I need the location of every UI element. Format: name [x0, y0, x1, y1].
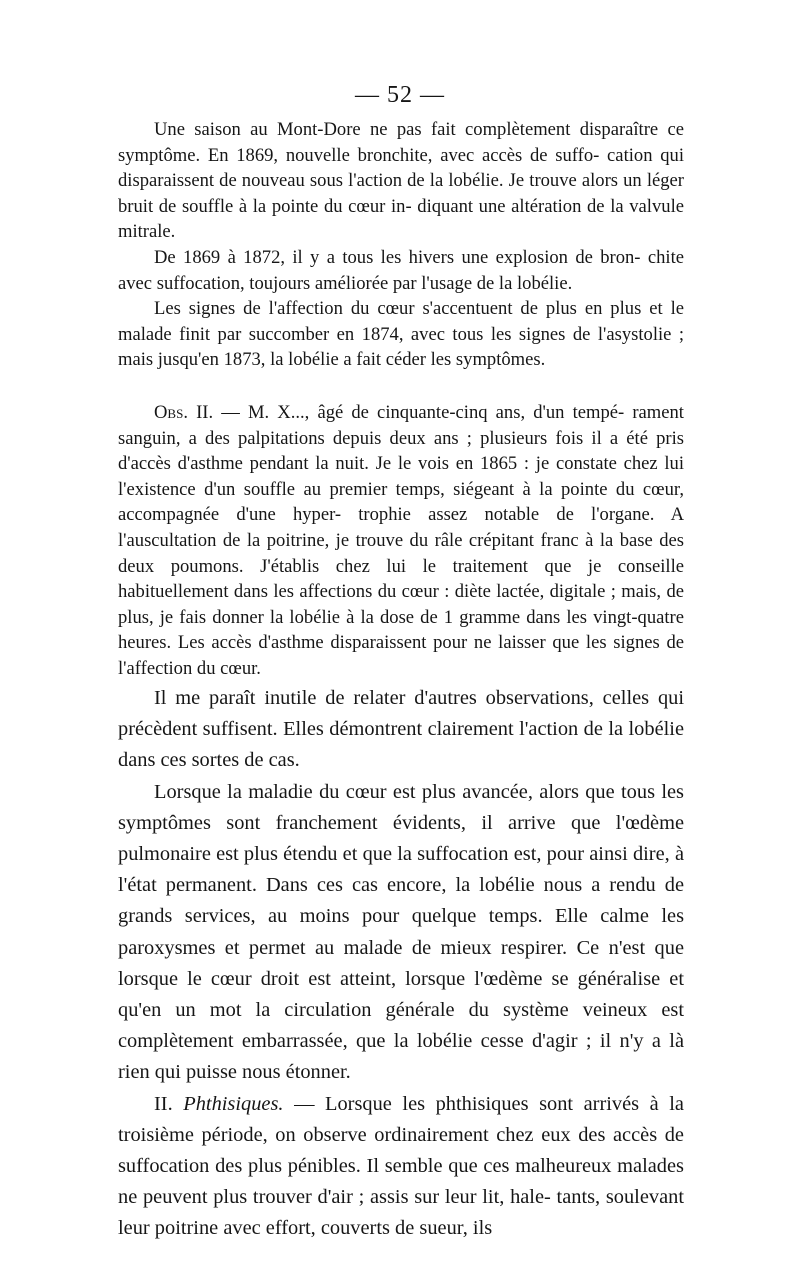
observation-text: — M. X..., âgé de cinquante-cinq ans, d'un tempé- rament sanguin, a des palpitations depuis deux ans ; plusieurs fois il a été pris d'accès d'asthme pendant la nuit. Je le vois en 1865 : je constate chez lui l'existence d'un souffle au premier temps, siégeant à la pointe du cœur, accompagnée d'une hyper- trophie assez notable de l'organe. A l'auscultation de la poitrine, je trouve du râle crépitant franc à la base des deux poumons. J'établis chez lui le traitement que je conseille habituellement dans les affections du cœur : diète lactée, digitale ; mais, de plus, je fais donner la lobélie à la dose de 1 gramme dans les vingt-quatre heures. Les accès d'asthme disparaissent pour ne laisser que les signes de l'affection du cœur.	[118, 402, 684, 679]
section-heading: Phthisiques.	[183, 1092, 284, 1115]
phthisiques-text: — Lorsque les phthisiques sont arrivés à la troisième période, on observe ordinairement chez eux des accès de suffocation des plus pénibles. Il semble que ces malheureux malades ne peuvent plus trouver d'air ; assis sur leur lit, hale- tants, soulevant leur poitrine avec effort, couverts de sueur, ils	[118, 1092, 684, 1240]
paragraph-asystolie: Les signes de l'affection du cœur s'accentuent de plus en plus et le malade finit par succomber en 1874, avec tous les signes de l'asystolie ; mais jusqu'en 1873, la lobélie a fait céder les symptômes.	[118, 298, 684, 371]
page-number: — 52 —	[355, 82, 445, 108]
paragraph-maladie-avancee: Lorsque la maladie du cœur est plus avancée, alors que tous les symptômes sont franchement évidents, il arrive que l'œdème pulmonaire est plus étendu et que la suffocation est, pour ainsi dire, à l'état permanent. Dans ces cas encore, la lobélie nous a rendu de grands services, au moins pour quelque temps. Elle calme les paroxysmes et permet au malade de mieux respirer. Ce n'est que lorsque le cœur droit est atteint, lorsque l'œdème se généralise et qu'en un mot la circulation générale du système veineux est complètement embarrassée, que la lobélie cesse d'agir ; il n'y a là rien qui puisse nous étonner.	[118, 780, 684, 1084]
paragraph-phthisiques	[118, 1089, 684, 1245]
paragraph-inutile: Il me paraît inutile de relater d'autres observations, celles qui précèdent suffisent. Elles démontrent clairement l'action de la lobélie dans ces sortes de cas.	[118, 687, 684, 772]
case-continuation-section	[118, 117, 684, 373]
paragraph-mont-dore: Une saison au Mont-Dore ne pas fait complètement disparaître ce symptôme. En 1869, nouvelle bronchite, avec accès de suffo- cation qui disparaissent de nouveau sous l'action de la lobélie. Je trouve alors un léger bruit de souffle à la pointe du cœur in- diquant une altération de la valvule mitrale.	[118, 119, 684, 243]
section-number: II.	[154, 1092, 173, 1115]
observation-ii-section	[118, 400, 684, 682]
observation-label: Obs. II.	[154, 402, 214, 423]
paragraph-1869-1872: De 1869 à 1872, il y a tous les hivers une explosion de bron- chite avec suffocation, toujours améliorée par l'usage de la lobélie.	[118, 246, 684, 294]
main-text-section	[118, 683, 684, 1245]
observation-ii-paragraph	[118, 400, 684, 682]
